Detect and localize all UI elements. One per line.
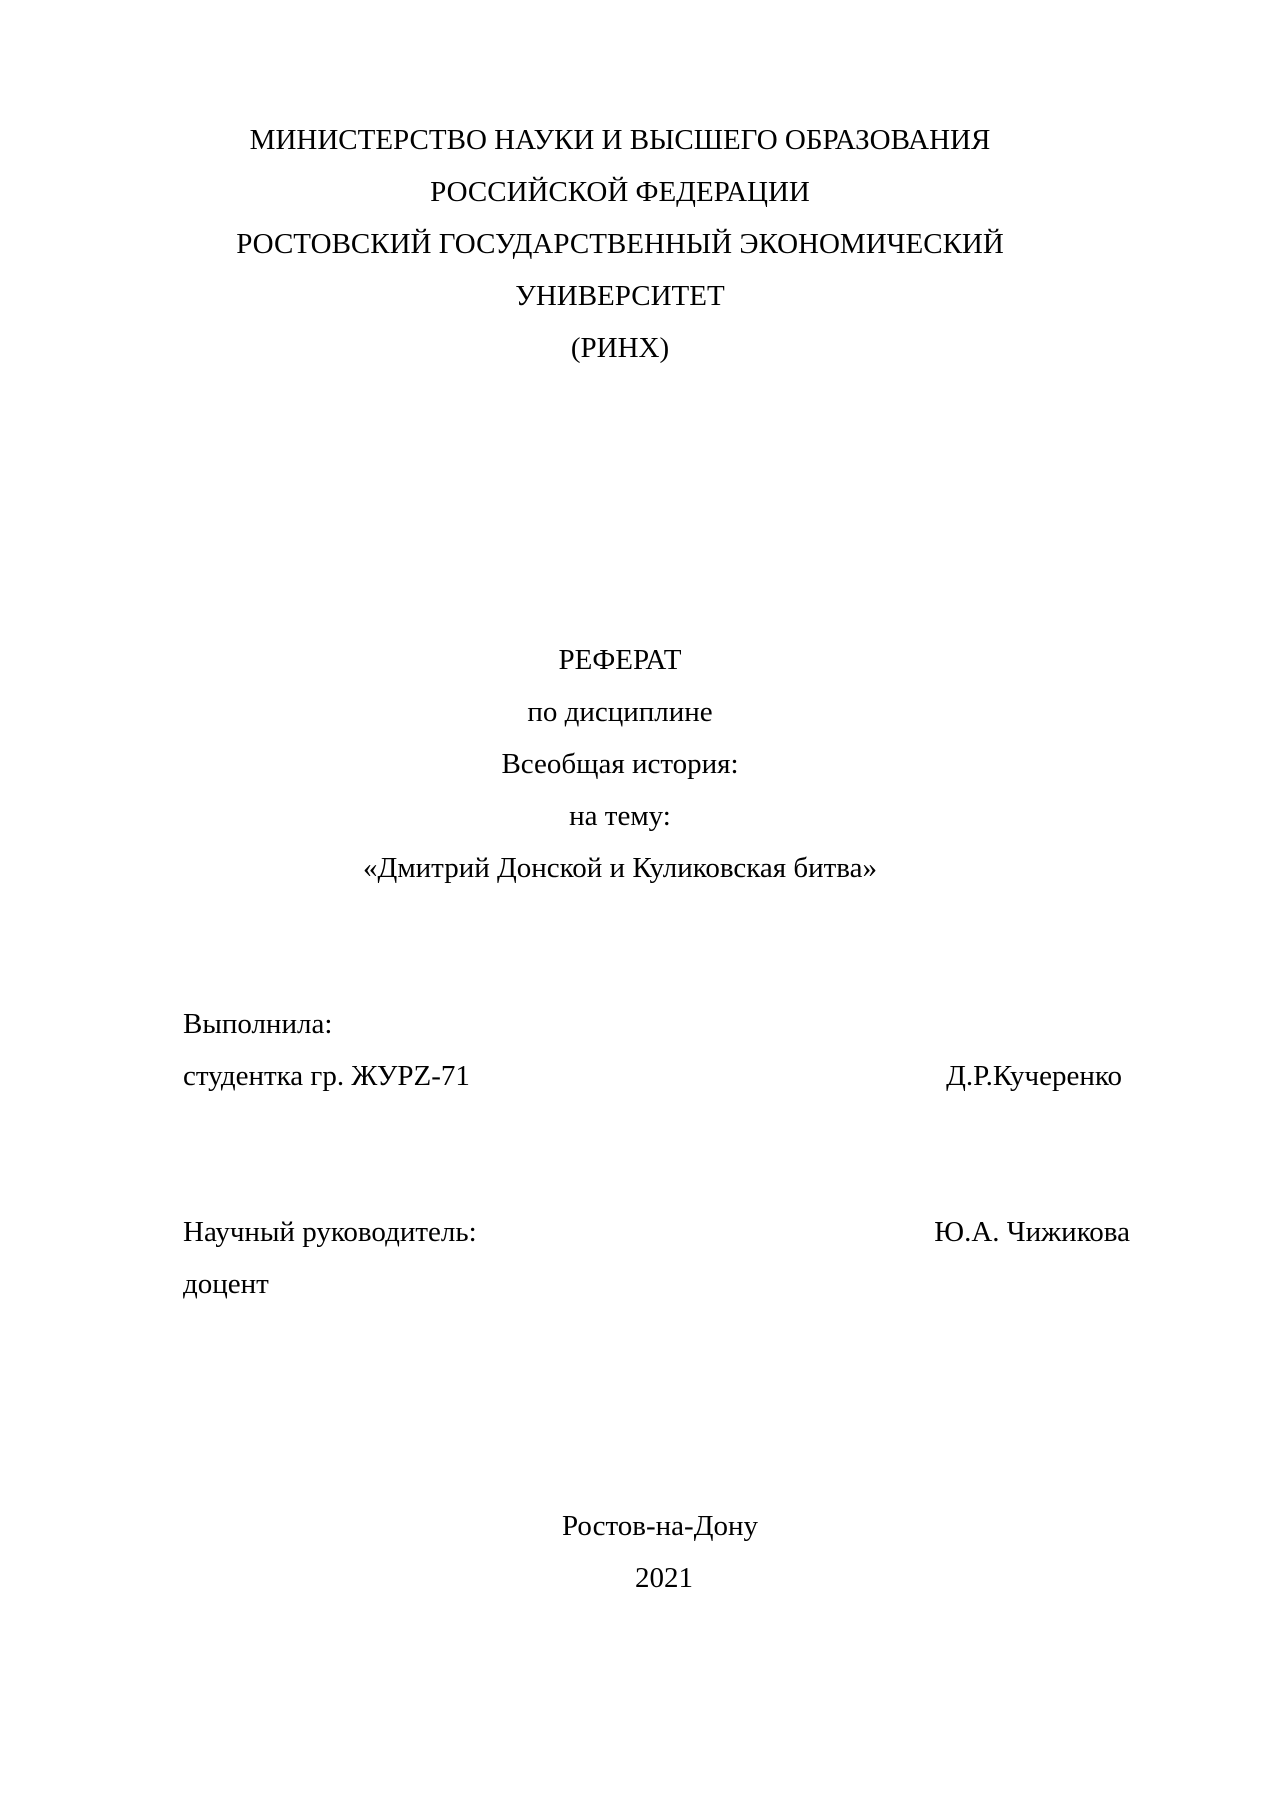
discipline-name: Всеобщая история: <box>501 748 739 780</box>
university-abbreviation: (РИНХ) <box>570 332 670 364</box>
university-line-1: РОСТОВСКИЙ ГОСУДАРСТВЕННЫЙ ЭКОНОМИЧЕСКИЙ <box>236 228 1004 260</box>
topic-label: на тему: <box>569 800 671 832</box>
supervisor-name: Ю.А. Чижикова <box>934 1216 1130 1248</box>
topic-title: «Дмитрий Донской и Куликовская битва» <box>363 852 877 884</box>
federation-line: РОССИЙСКОЙ ФЕДЕРАЦИИ <box>430 176 810 208</box>
document-type: РЕФЕРАТ <box>558 644 682 676</box>
discipline-label: по дисциплине <box>527 696 713 728</box>
city: Ростов-на-Дону <box>562 1510 758 1542</box>
supervisor-label: Научный руководитель: <box>183 1216 477 1248</box>
author-label: Выполнила: <box>183 1008 333 1040</box>
year: 2021 <box>635 1562 693 1594</box>
ministry-line: МИНИСТЕРСТВО НАУКИ И ВЫСШЕГО ОБРАЗОВАНИЯ <box>249 124 991 156</box>
author-name: Д.Р.Кучеренко <box>946 1060 1122 1092</box>
author-role: студентка гр. ЖУРZ-71 <box>183 1060 470 1092</box>
supervisor-title: доцент <box>183 1268 269 1300</box>
university-line-2: УНИВЕРСИТЕТ <box>515 280 725 312</box>
